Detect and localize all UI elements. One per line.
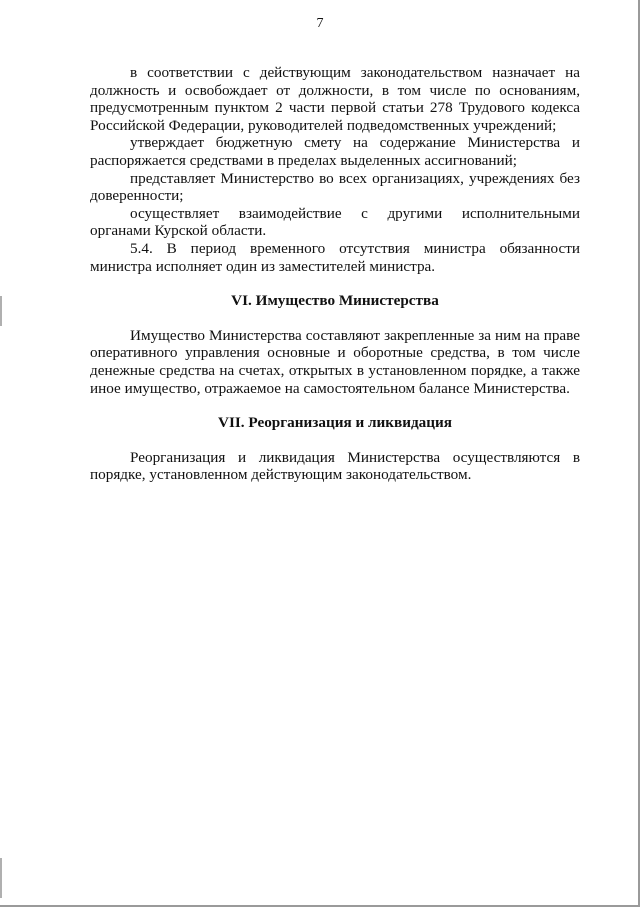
paragraph-represents-ministry: представляет Министерство во всех организациях, учреждениях без доверенности; [90,169,580,205]
paragraph-clause-5-4: 5.4. В период временного отсутствия министра обязанности министра исполняет один из заместителей министра. [90,239,580,275]
scan-left-mark [0,858,2,898]
scan-left-mark [0,296,2,326]
page-number: 7 [316,16,324,31]
paragraph-interaction: осуществляет взаимодействие с другими исполнительными органами Курской области. [90,204,580,240]
section-6-heading: VI. Имущество Министерства [231,292,439,310]
paragraph-budget-estimate: утверждает бюджетную смету на содержание Министерства и распоряжается средствами в пределах выделенных ассигнований; [90,134,580,169]
section-7-text: Реорганизация и ликвидация Министерства осуществляются в порядке, установленном действующим законодательством. [90,448,580,484]
document-body [90,64,580,484]
section-7-heading: VII. Реорганизация и ликвидация [218,414,452,432]
paragraph-appoints-dismisses: в соответствии с действующим законодательством назначает на должность и освобождает от должности, в том числе по основаниям, предусмотренным пунктом 2 части первой статьи 278 Трудового кодекса Российской Федерации, руководителей подведомственных учреждений; [90,64,580,134]
section-6-text: Имущество Министерства составляют закрепленные за ним на праве оперативного управления основные и оборотные средства, в том числе денежные средства на счетах, открытых в установленном порядке, а также иное имущество, отражаемое на самостоятельном балансе Министерства. [90,326,580,397]
